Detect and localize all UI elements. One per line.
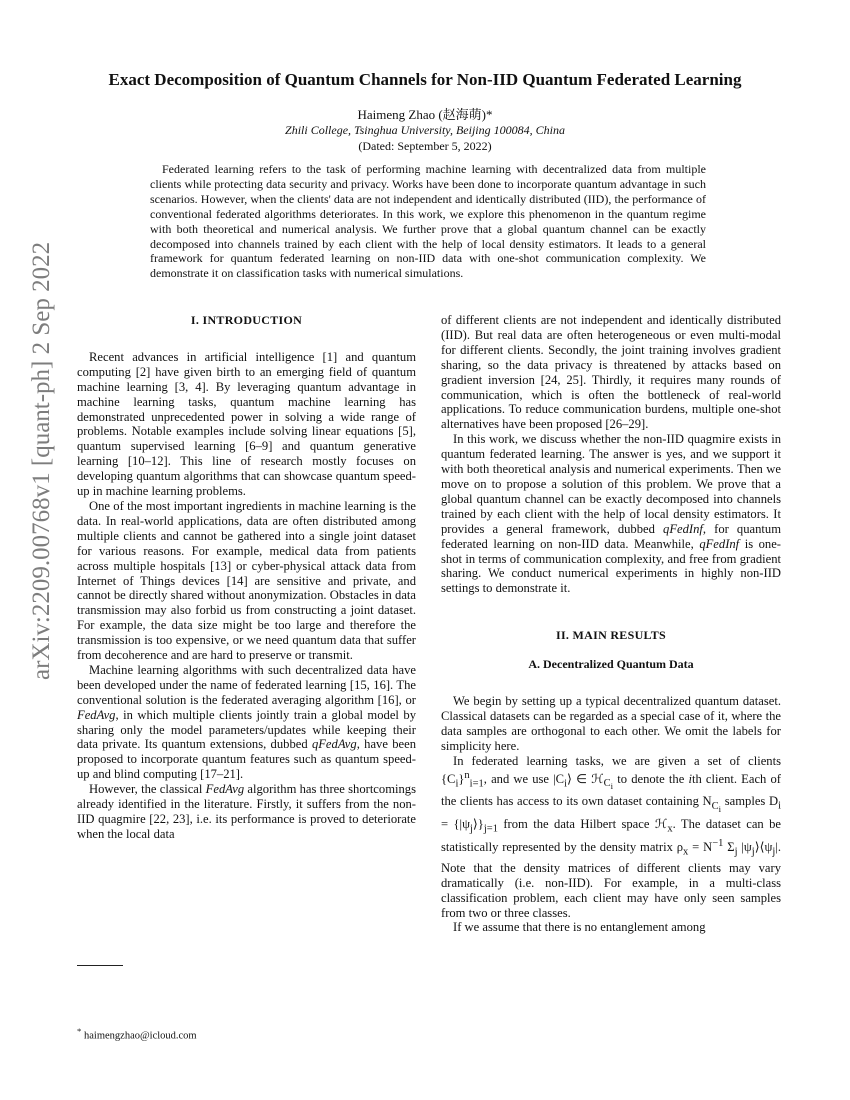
affiliation: Zhili College, Tsinghua University, Beijing 100084, China	[285, 123, 565, 137]
math-sub: j	[751, 846, 755, 858]
math-sup: −1	[712, 838, 724, 850]
text-run: Machine learning algorithms with such decentralized data have been developed under the name of federated learning [15, 16]. The conventional solution is the federated averaging algorithm [16], or	[77, 662, 416, 707]
math-sub: j	[469, 823, 473, 835]
term-qfedavg: qFedAvg	[311, 737, 357, 752]
text-run: However, the classical	[89, 782, 206, 797]
math-sub: i=1	[469, 778, 484, 790]
text-run: , and we use |C	[483, 771, 565, 786]
intro-paragraph-3	[77, 663, 416, 782]
paper-title: Exact Decomposition of Quantum Channels for Non-IID Quantum Federated Learning	[108, 70, 742, 89]
text-run: from the data Hilbert space ℋ	[497, 816, 668, 831]
text-run: is one-shot in terms of communication complexity, and free from gradient sharing. We conduct numerical experiments in highly non-IID settings to demonstrate it.	[441, 536, 782, 596]
intro-paragraph-2: One of the most important ingredients in machine learning is the data. In real-world applications, data are often distributed among multiple clients and cannot be gathered into a single joint dataset for various reasons. For example, medical data from patients across multiple hospitals [13] or cyber-physical attack data from Internet of Things devices [14] are sensitive and private, and cannot be directly shared without anonymization. Obstacles in data transmission may also forbid us from constructing a joint dataset. For example, the data size might be too large and therefore the transmission is too expensive, or we need quantum data that suffer from decoherence and are hard to preserve or transmit.	[77, 498, 416, 663]
text-run: ⟩ ∈ ℋ	[567, 771, 604, 786]
math-sub: C	[711, 800, 719, 812]
math-sub: i	[564, 778, 568, 790]
math-sub: j	[772, 846, 776, 858]
text-run: algorithm has three shortcomings already identified in the literature. Firstly, it suffers from the non-IID quagmire [22, 23], i.e. its performance is proved to deteriorate when the local data	[77, 782, 416, 841]
text-run: |ψ	[737, 840, 752, 855]
section-heading-main-results: II. MAIN RESULTS	[555, 628, 667, 643]
term-fedavg: FedAvg	[77, 707, 116, 722]
right-column	[441, 313, 781, 935]
term-qfedinf: qFedInf	[663, 521, 703, 536]
footnote-rule	[77, 965, 123, 966]
main-paragraph-3: If we assume that there is no entanglement among	[453, 920, 706, 935]
text-run: = N	[688, 840, 713, 855]
text-run: }	[458, 771, 465, 786]
text-run: th client. Each of the clients has access to its own dataset containing N	[441, 771, 781, 809]
footnote-marker: *	[77, 1026, 82, 1036]
math-sub	[712, 801, 721, 812]
text-run: , in which multiple clients jointly train a global model by sharing only the model parameters/updates while keeping their data private. Its quantum extensions, dubbed	[77, 707, 416, 752]
intro-paragraph-5: of different clients are not independent and identically distributed (IID). But real data are often heterogeneous or even multi-modal for different clients. Secondly, the joint training involves gradient sharing, so the data privacy is threatened by attacks based on gradient inversion [24, 25]. Thirdly, it requires many rounds of communication, which is often the bottleneck of real-world applications. To reduce communication burdens, multiple one-shot alternatives have been proposed [26–29].	[441, 313, 781, 432]
text-run: to denote the	[613, 771, 689, 786]
math-sub: i	[610, 781, 614, 792]
text-run: In this work, we discuss whether the non-IID quagmire exists in quantum federated learning. The answer is yes, and we support it with both theoretical analysis and numerical experiments. Then we move on to propose a solution of this problem. We prove that a global quantum channel can be exactly decomposed into channels trained by each client with the help of local density estimators. It provides a general framework, dubbed	[441, 432, 781, 536]
text-run: , for quantum federated learning on non-IID data. Meanwhile,	[441, 521, 782, 551]
section-heading-introduction: I. INTRODUCTION	[190, 313, 303, 327]
math-sub: i	[718, 803, 722, 814]
text-run: , have been proposed to incorporate quantum features such as quantum speed-up and blind computing [17–21].	[77, 737, 416, 782]
math-sub: j	[734, 846, 738, 858]
math-var: i	[688, 771, 692, 786]
intro-paragraph-4	[77, 782, 416, 842]
text-run: ⟩}	[472, 816, 484, 831]
arxiv-id: arXiv:2209.00768v1 [quant-ph] 2 Sep 2022	[28, 241, 55, 680]
intro-paragraph-1: Recent advances in artificial intelligence [1] and quantum computing [2] have given birth to an emerging field of quantum machine learning [3, 4]. By leveraging quantum advantage in machine learning tasks, quantum machine learning has demonstrated unprecedented power in solving a wide range of problems. Notable examples include solving linear equations [5], quantum supervised learning [6–9] and quantum generative learning [10–12]. This line of research mostly focuses on developing quantum algorithms that can showcase quantum speed-up in machine learning problems.	[77, 349, 416, 499]
abstract: Federated learning refers to the task of performing machine learning with decentralized data from multiple clients while protecting data security and privacy. Works have been done to incorporate quantum advantage in such scenarios. However, when the clients' data are not independent and identically distributed (IID), the performance of conventional federated algorithms deteriorates. In this work, we explore this phenomenon in the quantum regime with both theoretical and numerical analysis. We further prove that a global quantum channel can be exactly decomposed into channels trained by each client with the help of local density estimators. It leads to a general framework for quantum federated learning on non-IID data with one-shot communication complexity. We demonstrate it on classification tasks with numerical simulations.	[150, 162, 706, 281]
math-sub: i	[778, 800, 781, 812]
text-run: ⟩⟨ψ	[754, 840, 773, 855]
term-qfedinf: qFedInf	[699, 536, 740, 551]
math-sub: i	[455, 778, 459, 790]
math-sub: j=1	[483, 823, 498, 835]
math-sub: C	[603, 778, 611, 790]
text-run: . The dataset can be statistically represented by the density matrix ρ	[441, 816, 782, 855]
math-sub: x	[683, 846, 689, 858]
term-fedavg: FedAvg	[205, 782, 245, 797]
intro-paragraph-6	[441, 432, 781, 596]
text-run: In federated learning tasks, we are given a set of clients {C	[441, 753, 781, 786]
main-paragraph-1: We begin by setting up a typical decentralized quantum dataset. Classical datasets can be regarded as a special case of it, where the data samples are orthogonal to each other. We omit the labels for simplicity here.	[441, 694, 781, 753]
main-paragraph-2	[441, 754, 781, 921]
footnote	[77, 1026, 197, 1042]
subsection-heading-decentralized-data: A. Decentralized Quantum Data	[528, 657, 694, 672]
left-column	[77, 313, 416, 842]
date-line: (Dated: September 5, 2022)	[358, 139, 492, 153]
author-line: Haimeng Zhao (赵海萌)*	[357, 107, 493, 122]
math-sup: n	[464, 769, 470, 781]
text-run: samples D	[721, 794, 779, 809]
text-run: Σ	[723, 840, 735, 855]
math-sub: x	[667, 823, 673, 835]
arxiv-sidebar-stamp	[22, 241, 66, 690]
math-sub	[603, 778, 614, 792]
text-run: |. Note that the density matrices of different clients may vary dramatically (i.e. non-IID). For example, in a multi-class classification problem, each client may have only seen samples from two or three classes.	[441, 840, 781, 920]
footnote-email: haimengzhao@icloud.com	[84, 1030, 197, 1042]
text-run: = {|ψ	[441, 816, 470, 831]
